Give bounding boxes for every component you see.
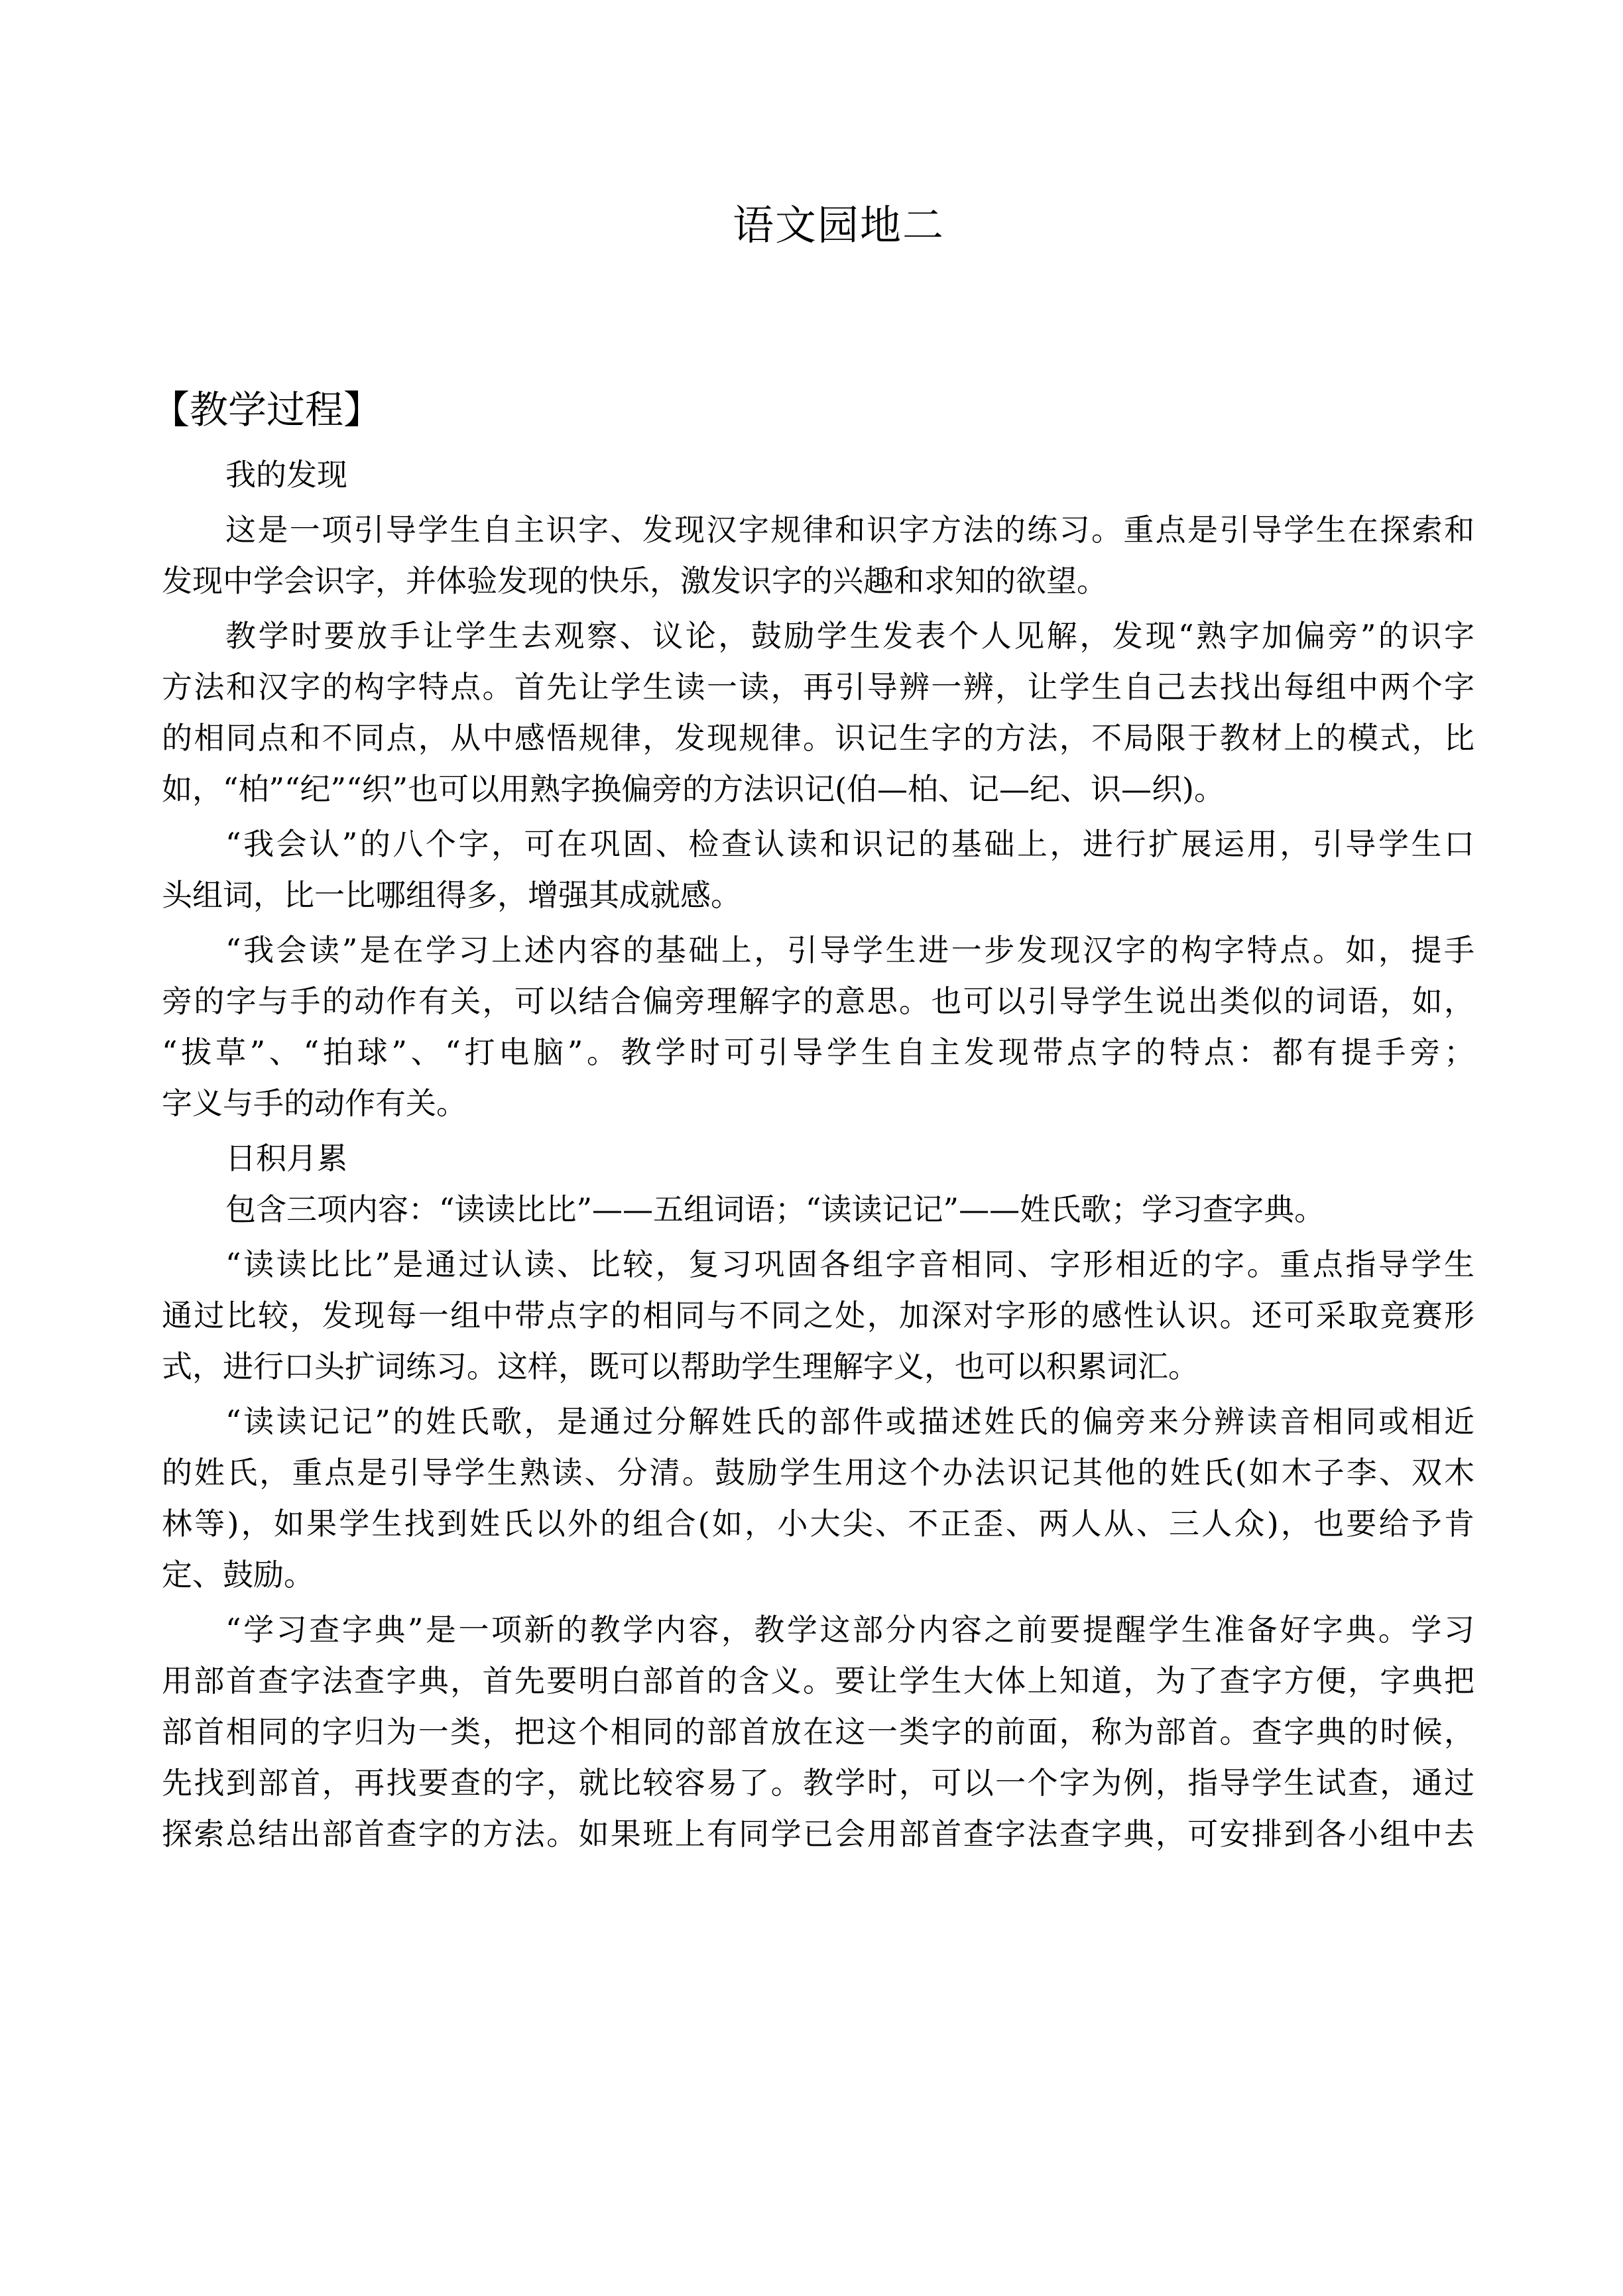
paragraph-line: 先找到部首，再找要查的字，就比较容易了。教学时，可以一个字为例，指导学生试查，通过: [162, 1765, 1474, 1801]
paragraph-line: 的姓氏，重点是引导学生熟读、分清。鼓励学生用这个办法识记其他的姓氏(如木子李、双木: [162, 1455, 1474, 1490]
document-body: [162, 450, 1474, 1860]
paragraph-line: 包含三项内容：“读读比比”——五组词语；“读读记记”——姓氏歌；学习查字典。: [225, 1191, 1325, 1227]
paragraph-line: 如，“柏”“纪”“织”也可以用熟字换偏旁的方法识记(伯—柏、记—纪、识—织)。: [162, 771, 1225, 807]
subheading-my-discovery: 我的发现: [225, 457, 347, 493]
paragraph-line: 发现中学会识字，并体验发现的快乐，激发识字的兴趣和求知的欲望。: [162, 563, 1107, 599]
document-title: 语文园地二: [732, 201, 945, 249]
section-heading-teaching-process: 【教学过程】: [151, 387, 383, 432]
paragraph-line: 通过比较，发现每一组中带点字的相同与不同之处，加深对字形的感性认识。还可采取竞赛形: [162, 1298, 1474, 1333]
paragraph-line: “拔草”、“拍球”、“打电脑”。教学时可引导学生自主发现带点字的特点：都有提手旁；: [162, 1034, 1474, 1070]
paragraph-line: 字义与手的动作有关。: [162, 1085, 467, 1121]
paragraph-line: 探索总结出部首查字的方法。如果班上有同学已会用部首查字法查字典，可安排到各小组中去: [162, 1816, 1474, 1852]
paragraph-line: 用部首查字法查字典，首先要明白部首的含义。要让学生大体上知道，为了查字方便，字典把: [162, 1663, 1474, 1699]
subheading-daily-accumulation: 日积月累: [225, 1140, 347, 1176]
paragraph-line: “我会读”是在学习上述内容的基础上，引导学生进一步发现汉字的构字特点。如，提手: [225, 932, 1474, 968]
paragraph-line: “学习查字典”是一项新的教学内容，教学这部分内容之前要提醒学生准备好字典。学习: [225, 1612, 1474, 1648]
paragraph-line: 头组词，比一比哪组得多，增强其成就感。: [162, 877, 741, 913]
paragraph-line: 式，进行口头扩词练习。这样，既可以帮助学生理解字义，也可以积累词汇。: [162, 1349, 1199, 1384]
paragraph-line: 部首相同的字归为一类，把这个相同的部首放在这一类字的前面，称为部首。查字典的时候，: [162, 1714, 1474, 1750]
paragraph-line: “读读比比”是通过认读、比较，复习巩固各组字音相同、字形相近的字。重点指导学生: [225, 1246, 1474, 1282]
paragraph-line: 林等)，如果学生找到姓氏以外的组合(如，小大尖、不正歪、两人从、三人众)，也要给予肯: [162, 1506, 1474, 1541]
paragraph-line: “我会认”的八个字，可在巩固、检查认读和识记的基础上，进行扩展运用，引导学生口: [225, 826, 1474, 862]
paragraph-line: 教学时要放手让学生去观察、议论，鼓励学生发表个人见解，发现“熟字加偏旁”的识字: [225, 618, 1474, 654]
paragraph-line: 这是一项引导学生自主识字、发现汉字规律和识字方法的练习。重点是引导学生在探索和: [225, 512, 1474, 548]
paragraph-line: 的相同点和不同点，从中感悟规律，发现规律。识记生字的方法，不局限于教材上的模式，比: [162, 720, 1474, 756]
paragraph-line: 定、鼓励。: [162, 1557, 314, 1593]
paragraph-line: 方法和汉字的构字特点。首先让学生读一读，再引导辨一辨，让学生自己去找出每组中两个字: [162, 669, 1474, 705]
paragraph-line: “读读记记”的姓氏歌，是通过分解姓氏的部件或描述姓氏的偏旁来分辨读音相同或相近: [225, 1404, 1474, 1439]
paragraph-line: 旁的字与手的动作有关，可以结合偏旁理解字的意思。也可以引导学生说出类似的词语，如，: [162, 983, 1474, 1019]
